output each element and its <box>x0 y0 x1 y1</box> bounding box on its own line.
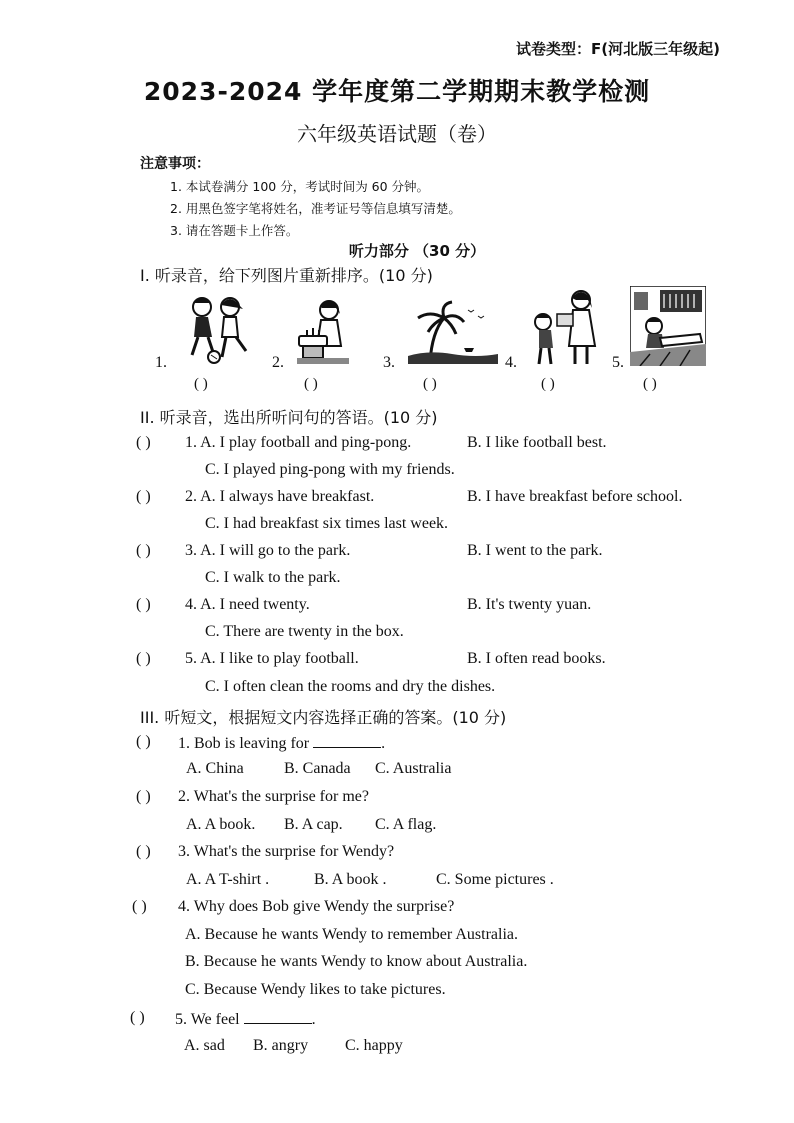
listening-heading: 听力部分 （30 分） <box>348 242 486 260</box>
option-c: C. I played ping-pong with my friends. <box>205 461 455 478</box>
note-item: 2. 用黑色签字笔将姓名，准考证号等信息填写清楚。 <box>170 201 461 216</box>
picture-number: 3. <box>383 354 395 371</box>
note-item: 3. 请在答题卡上作答。 <box>170 223 299 238</box>
girl-with-birthday-cake-picture <box>293 296 353 366</box>
boy-studying-in-classroom-picture <box>630 286 706 366</box>
section-1-title: I. 听录音，给下列图片重新排序。(10 分) <box>140 266 433 285</box>
question-text: 5. We feel <box>175 1011 240 1028</box>
option-a: A. Because he wants Wendy to remember Australia. <box>185 926 518 943</box>
option-b: B. I went to the park. <box>467 542 603 559</box>
picture-answer-paren[interactable]: ( ) <box>423 376 437 392</box>
option-a: 5. A. I like to play football. <box>185 650 359 667</box>
answer-paren[interactable]: ( ) <box>136 650 151 667</box>
boy-bowing-to-teacher-picture <box>523 288 603 368</box>
question-stem: 2. What's the surprise for me? <box>178 788 369 805</box>
option-c: C. Some pictures . <box>436 871 554 888</box>
answer-paren[interactable]: ( ) <box>136 733 151 750</box>
page-title: 2023-2024 学年度第二学期期末教学检测 <box>143 77 651 106</box>
option-a: A. sad <box>184 1037 225 1054</box>
answer-paren[interactable]: ( ) <box>130 1009 145 1026</box>
question-text: 1. Bob is leaving for <box>178 735 310 752</box>
question-end: . <box>311 1011 316 1028</box>
page-subtitle: 六年级英语试题（卷） <box>297 122 497 146</box>
picture-answer-paren[interactable]: ( ) <box>541 376 555 392</box>
option-b: B. I like football best. <box>467 434 607 451</box>
answer-paren[interactable]: ( ) <box>136 788 151 805</box>
answer-paren[interactable]: ( ) <box>132 898 147 915</box>
option-c: C. Because Wendy likes to take pictures. <box>185 981 446 998</box>
notes-heading: 注意事项： <box>140 156 210 172</box>
section-2-title: II. 听录音，选出所听问句的答语。(10 分) <box>140 408 438 427</box>
option-a: A. China <box>186 760 244 777</box>
option-b: B. A cap. <box>284 816 343 833</box>
option-c: C. I had breakfast six times last week. <box>205 515 449 532</box>
question-end: . <box>381 735 386 752</box>
option-a: 3. A. I will go to the park. <box>185 542 351 559</box>
picture-number: 4. <box>505 354 517 371</box>
picture-number: 5. <box>612 354 624 371</box>
option-b: B. Because he wants Wendy to know about Australia. <box>185 953 528 970</box>
picture-answer-paren[interactable]: ( ) <box>304 376 318 392</box>
answer-paren[interactable]: ( ) <box>136 596 151 613</box>
fill-blank[interactable] <box>244 1009 312 1024</box>
option-c: C. A flag. <box>375 816 437 833</box>
paper-type-label: 试卷类型：F(河北版三年级起) <box>516 40 720 58</box>
option-a: 4. A. I need twenty. <box>185 596 310 613</box>
option-b: B. I have breakfast before school. <box>467 488 683 505</box>
picture-answer-paren[interactable]: ( ) <box>194 376 208 392</box>
note-item: 1. 本试卷满分 100 分，考试时间为 60 分钟。 <box>170 179 430 194</box>
answer-paren[interactable]: ( ) <box>136 542 151 559</box>
option-b: B. angry <box>253 1037 309 1054</box>
option-c: C. happy <box>345 1037 403 1054</box>
option-b: B. It's twenty yuan. <box>467 596 592 613</box>
answer-paren[interactable]: ( ) <box>136 843 151 860</box>
option-c: C. I walk to the park. <box>205 569 341 586</box>
question-stem: 4. Why does Bob give Wendy the surprise? <box>178 898 455 915</box>
picture-number: 2. <box>272 354 284 371</box>
option-a: 1. A. I play football and ping-pong. <box>185 434 412 451</box>
option-b: B. A book . <box>314 871 387 888</box>
two-kids-playing-football-picture <box>178 293 260 367</box>
answer-paren[interactable]: ( ) <box>136 434 151 451</box>
question-stem <box>178 733 385 753</box>
answer-paren[interactable]: ( ) <box>136 488 151 505</box>
question-stem: 3. What's the surprise for Wendy? <box>178 843 395 860</box>
picture-number: 1. <box>155 354 167 371</box>
option-b: B. Canada <box>284 760 351 777</box>
option-c: C. Australia <box>375 760 452 777</box>
option-a: 2. A. I always have breakfast. <box>185 488 375 505</box>
option-c: C. There are twenty in the box. <box>205 623 404 640</box>
question-stem <box>175 1009 316 1029</box>
beach-palm-tree-picture <box>408 300 498 366</box>
option-a: A. A book. <box>186 816 256 833</box>
option-a: A. A T-shirt . <box>186 871 270 888</box>
fill-blank[interactable] <box>313 733 381 748</box>
picture-answer-paren[interactable]: ( ) <box>643 376 657 392</box>
section-3-title: III. 听短文，根据短文内容选择正确的答案。(10 分) <box>140 708 507 727</box>
option-b: B. I often read books. <box>467 650 606 667</box>
option-c: C. I often clean the rooms and dry the dishes. <box>205 678 496 695</box>
